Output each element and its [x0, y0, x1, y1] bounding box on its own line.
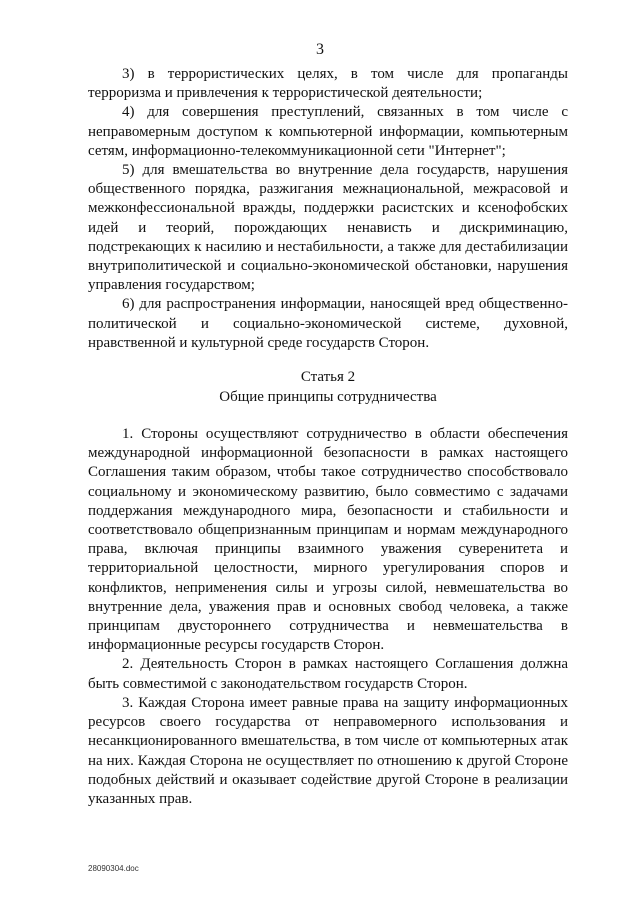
document-filename: 28090304.doc: [88, 864, 139, 873]
article-paragraph-3: 3. Каждая Сторона имеет равные права на защиту информационных ресурсов своего государства от неправомерного использования и несанкционированного вмешательства, в том числе от компьютерных атак на них. Каждая Сторона не осуществляет по отношению к другой Стороне подобных действий и оказывает содействие другой Стороне в реализации указанных прав.: [88, 694, 568, 807]
article-paragraph-2: 2. Деятельность Сторон в рамках настоящего Соглашения должна быть совместимой с законодательством государств Сторон.: [88, 656, 568, 692]
article-title: Общие принципы сотрудничества: [219, 389, 437, 406]
list-item-3: 3) в террористических целях, в том числе для пропаганды терроризма и привлечения к террористической деятельности;: [88, 66, 568, 102]
list-item-6: 6) для распространения информации, наносящей вред общественно-политической и социально-экономической системе, духовной, нравственной и культурной среде государств Сторон.: [88, 296, 568, 351]
article-heading: [88, 367, 568, 407]
page-number: 3: [316, 41, 324, 58]
list-item-4: 4) для совершения преступлений, связанных в том числе с неправомерным доступом к компьютерной информации, компьютерным сетям, информационно-телекоммуникационной сети "Интернет";: [88, 104, 568, 159]
document-body: [88, 65, 568, 809]
list-item-5: 5) для вмешательства во внутренние дела государств, нарушения общественного порядка, разжигания межнациональной, межрасовой и межконфессиональной вражды, поддержки расистских и ксенофобских идей и теорий, порождающих ненависть и дискриминацию, подстрекающих к насилию и нестабильности, а также для дестабилизации внутриполитической и социально-экономической обстановки, нарушения управления государством;: [88, 162, 568, 294]
article-number: Статья 2: [300, 369, 356, 386]
article-paragraph-1: 1. Стороны осуществляют сотрудничество в области обеспечения международной информационной безопасности в рамках настоящего Соглашения таким образом, чтобы такое сотрудничество способствовало социальному и экономическому развитию, было совместимо с задачами поддержания международного мира, безопасности и стабильности и соответствовало общепризнанным принципам и нормам международного права, включая принципы взаимного уважения суверенитета и территориальной целостности, мирного урегулирования споров и конфликтов, неприменения силы и угрозы силой, невмешательства во внутренние дела, уважения прав и основных свобод человека, а также принципам двустороннего сотрудничества и невмешательства в информационные ресурсы государств Сторон.: [88, 426, 568, 654]
